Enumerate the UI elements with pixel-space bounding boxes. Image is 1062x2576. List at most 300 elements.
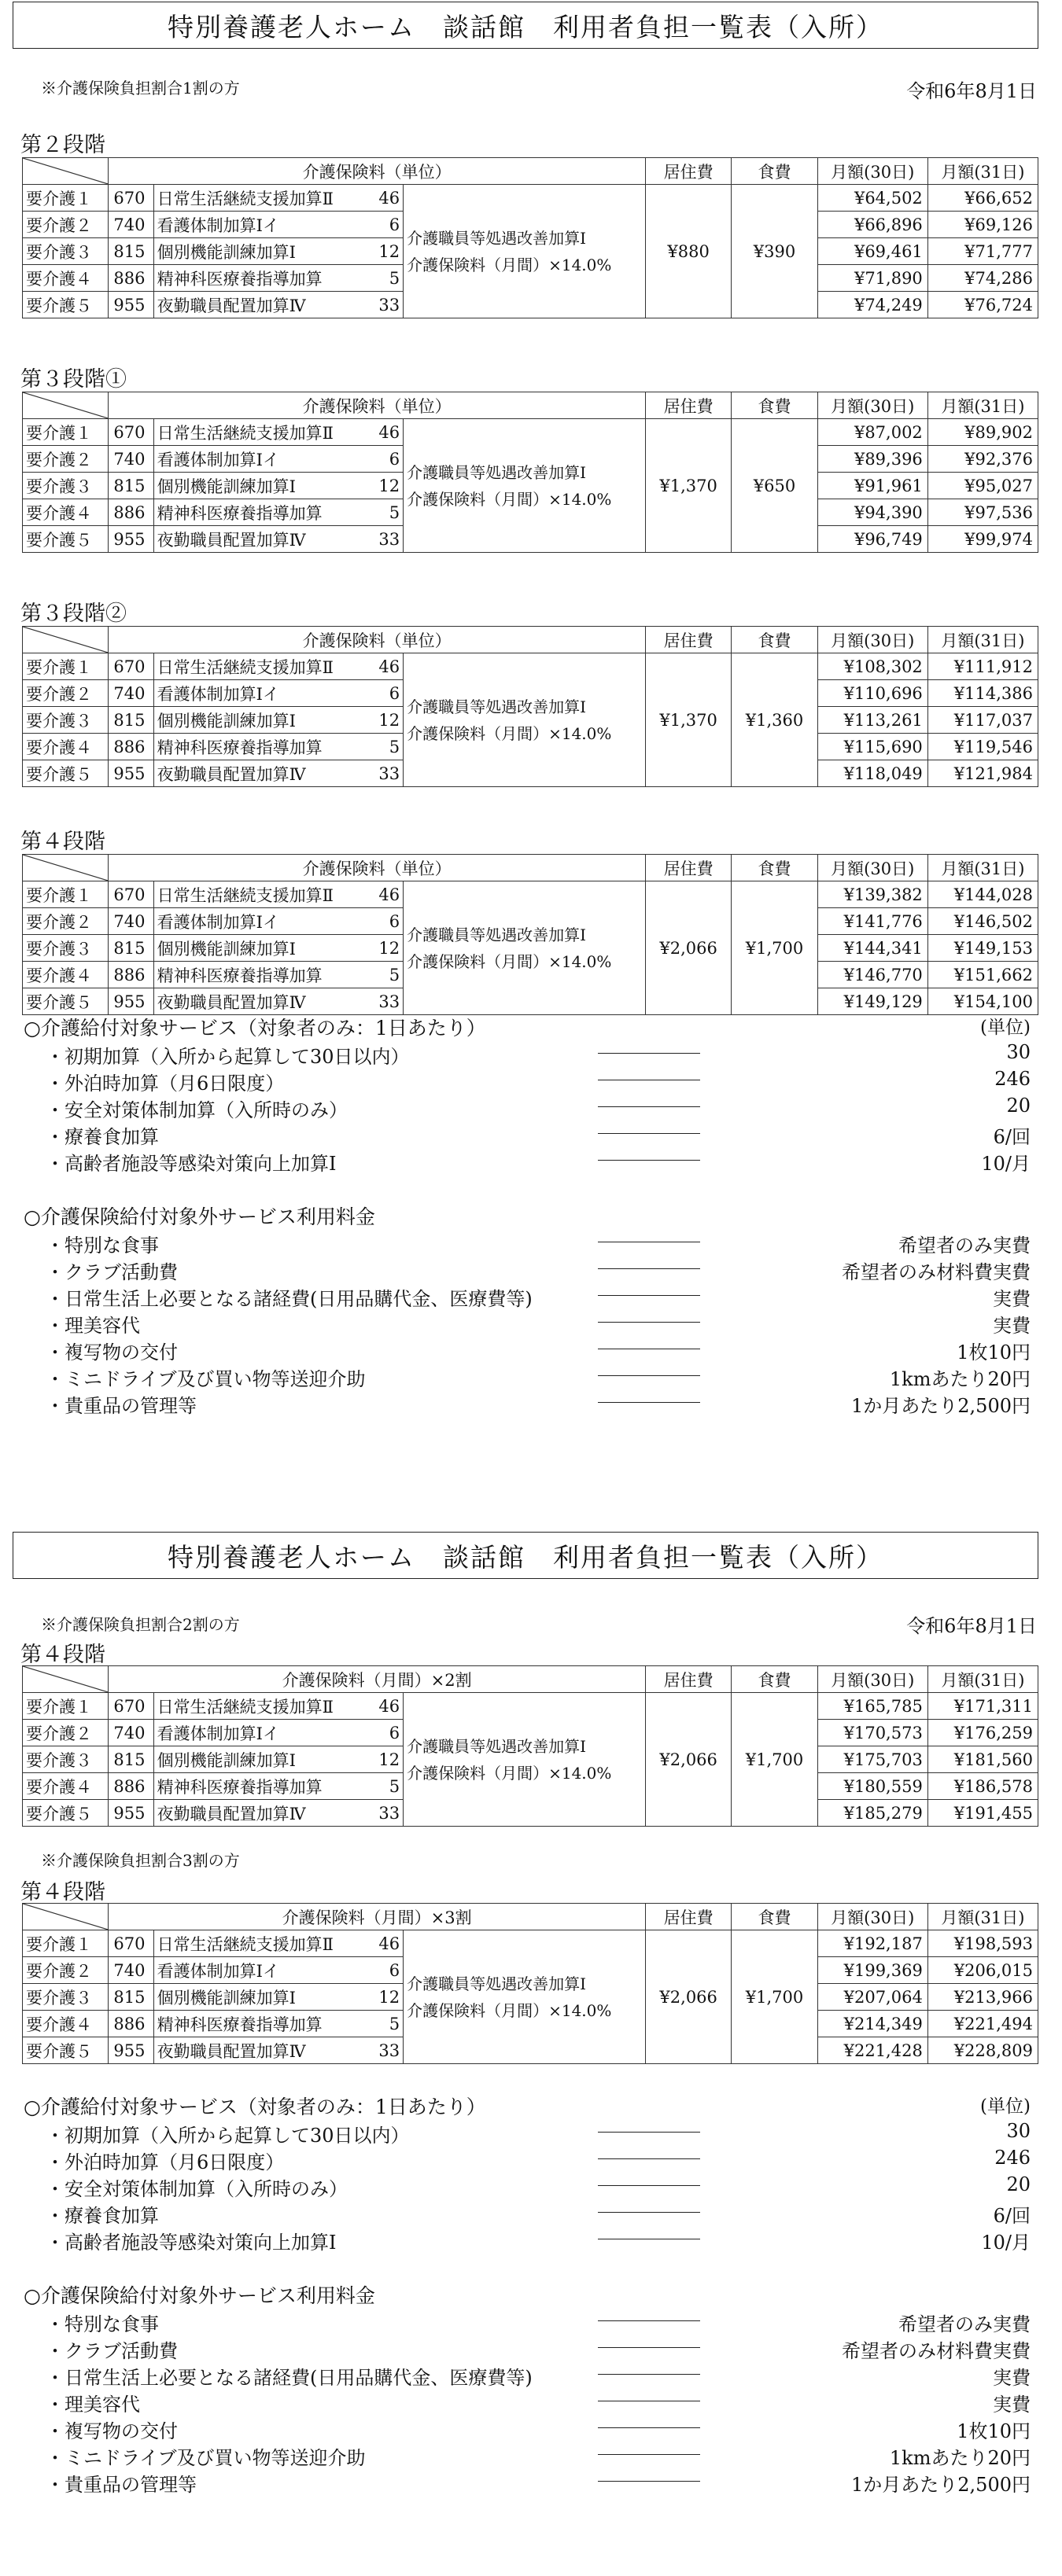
care-level-cell: 要介護２ xyxy=(23,908,109,935)
base-units-cell: 886 xyxy=(109,265,153,292)
base-units-cell: 886 xyxy=(109,1773,153,1800)
list-item xyxy=(0,2362,1062,2389)
section-title: 第４段階 xyxy=(20,1643,105,1667)
addon-units-cell: 12 xyxy=(367,238,404,265)
addon-name-cell: 精神科医療養指導加算 xyxy=(153,962,367,988)
list-item xyxy=(0,1310,1062,1337)
care-level-cell: 要介護２ xyxy=(23,1957,109,1984)
table-row xyxy=(23,185,1038,212)
care-level-cell: 要介護２ xyxy=(23,446,109,473)
addon-units-cell: 46 xyxy=(367,881,404,908)
list-item xyxy=(0,1148,1062,1175)
list-item xyxy=(0,1283,1062,1310)
m31-cell: ¥74,286 xyxy=(927,265,1038,292)
service-label: ・療養食加算 xyxy=(46,1126,159,1148)
addon-units-cell: 5 xyxy=(367,499,404,526)
addon-units-cell: 6 xyxy=(367,1957,404,1984)
m31-cell: ¥114,386 xyxy=(927,680,1038,707)
service-label: ・高齢者施設等感染対策向上加算Ⅰ xyxy=(46,2232,337,2254)
improvement-addon-line2: 介護保険料（月間）×14.0% xyxy=(407,489,612,509)
m30-cell: ¥113,261 xyxy=(817,707,927,734)
fee-table xyxy=(22,1903,1038,2064)
service-value: 30 xyxy=(1006,2120,1031,2142)
improvement-addon-line1: 介護職員等処遇改善加算Ⅰ xyxy=(407,1974,586,1993)
list-item xyxy=(0,2442,1062,2469)
m31-cell: ¥71,777 xyxy=(927,238,1038,265)
shokuhi-header: 食費 xyxy=(732,1904,817,1930)
table-row xyxy=(23,1693,1038,1720)
m31-cell: ¥89,902 xyxy=(927,419,1038,446)
improvement-addon-line2: 介護保険料（月間）×14.0% xyxy=(407,1763,612,1783)
m31-cell: ¥99,974 xyxy=(927,526,1038,553)
improvement-addon-cell xyxy=(404,881,646,1015)
m30-cell: ¥141,776 xyxy=(817,908,927,935)
section-title: 第４段階 xyxy=(20,830,105,854)
care-level-cell: 要介護５ xyxy=(23,526,109,553)
addon-units-cell: 6 xyxy=(367,212,404,238)
extra-value: 実費 xyxy=(993,1288,1031,1310)
kyojuhi-header: 居住費 xyxy=(646,1904,732,1930)
list-item xyxy=(0,1041,1062,1068)
addon-name-cell: 夜勤職員配置加算Ⅳ xyxy=(153,292,367,318)
ratio-note: ※介護保険負担割合2割の方 xyxy=(41,1615,240,1634)
extra-services-heading: ○介護保険給付対象外サービス利用料金 xyxy=(24,1205,375,1228)
kyojuhi-header: 居住費 xyxy=(646,1666,732,1693)
m31-header: 月額(31日) xyxy=(927,627,1038,653)
leader-line xyxy=(598,2374,700,2375)
addon-name-cell: 看護体制加算Ⅰイ xyxy=(153,446,367,473)
m30-cell: ¥108,302 xyxy=(817,653,927,680)
addon-name-cell: 夜勤職員配置加算Ⅳ xyxy=(153,526,367,553)
table-row xyxy=(23,653,1038,680)
m30-cell: ¥69,461 xyxy=(817,238,927,265)
base-units-cell: 740 xyxy=(109,680,153,707)
kaigo-header: 介護保険料（単位） xyxy=(109,627,646,653)
service-label: ・療養食加算 xyxy=(46,2205,159,2227)
extra-label: ・理美容代 xyxy=(46,2394,140,2416)
fee-table xyxy=(22,1665,1038,1827)
extra-label: ・日常生活上必要となる諸経費(日用品購代金、医療費等) xyxy=(46,2367,533,2389)
addon-name-cell: 精神科医療養指導加算 xyxy=(153,265,367,292)
care-level-cell: 要介護３ xyxy=(23,1746,109,1773)
base-units-cell: 740 xyxy=(109,446,153,473)
service-label: ・高齢者施設等感染対策向上加算Ⅰ xyxy=(46,1153,337,1175)
service-value: 10/月 xyxy=(981,2232,1031,2254)
service-label: ・外泊時加算（月6日限度） xyxy=(46,1073,285,1095)
extra-label: ・貴重品の管理等 xyxy=(46,1395,197,1417)
list-item xyxy=(0,1363,1062,1390)
shokuhi-cell: ¥1,700 xyxy=(732,881,817,1015)
list-item xyxy=(0,2147,1062,2173)
base-units-cell: 886 xyxy=(109,962,153,988)
extra-label: ・クラブ活動費 xyxy=(46,2340,178,2362)
leader-line xyxy=(598,1053,700,1054)
list-item xyxy=(0,2173,1062,2200)
addon-name-cell: 個別機能訓練加算Ⅰ xyxy=(153,707,367,734)
base-units-cell: 670 xyxy=(109,419,153,446)
m31-cell: ¥146,502 xyxy=(927,908,1038,935)
care-level-cell: 要介護３ xyxy=(23,1984,109,2011)
page-title: 特別養護老人ホーム 談話館 利用者負担一覧表（入所） xyxy=(13,1532,1038,1579)
addon-units-cell: 12 xyxy=(367,935,404,962)
m31-cell: ¥111,912 xyxy=(927,653,1038,680)
addon-name-cell: 看護体制加算Ⅰイ xyxy=(153,212,367,238)
m30-header: 月額(30日) xyxy=(817,158,927,185)
shokuhi-cell: ¥1,700 xyxy=(732,1693,817,1827)
extra-label: ・理美容代 xyxy=(46,1315,140,1337)
m30-cell: ¥89,396 xyxy=(817,446,927,473)
m30-cell: ¥146,770 xyxy=(817,962,927,988)
shokuhi-header: 食費 xyxy=(732,627,817,653)
extra-value: 1か月あたり2,500円 xyxy=(851,2474,1031,2496)
m31-cell: ¥119,546 xyxy=(927,734,1038,760)
m31-cell: ¥186,578 xyxy=(927,1773,1038,1800)
kaigo-header: 介護保険料（単位） xyxy=(109,158,646,185)
m30-cell: ¥66,896 xyxy=(817,212,927,238)
m30-cell: ¥139,382 xyxy=(817,881,927,908)
care-level-cell: 要介護５ xyxy=(23,760,109,787)
m31-cell: ¥95,027 xyxy=(927,473,1038,499)
improvement-addon-line2: 介護保険料（月間）×14.0% xyxy=(407,255,612,274)
care-services-unit: (単位) xyxy=(980,1018,1031,1038)
leader-line xyxy=(598,2132,700,2133)
care-level-cell: 要介護１ xyxy=(23,881,109,908)
improvement-addon-line2: 介護保険料（月間）×14.0% xyxy=(407,2000,612,2020)
kyojuhi-cell: ¥2,066 xyxy=(646,1693,732,1827)
care-level-cell: 要介護２ xyxy=(23,680,109,707)
addon-name-cell: 日常生活継続支援加算Ⅱ xyxy=(153,653,367,680)
addon-name-cell: 夜勤職員配置加算Ⅳ xyxy=(153,1800,367,1827)
m30-cell: ¥71,890 xyxy=(817,265,927,292)
base-units-cell: 886 xyxy=(109,2011,153,2037)
addon-name-cell: 個別機能訓練加算Ⅰ xyxy=(153,1746,367,1773)
m30-cell: ¥185,279 xyxy=(817,1800,927,1827)
care-level-cell: 要介護３ xyxy=(23,707,109,734)
addon-name-cell: 個別機能訓練加算Ⅰ xyxy=(153,1984,367,2011)
list-item xyxy=(0,2120,1062,2147)
leader-line xyxy=(598,2454,700,2455)
list-item xyxy=(0,1068,1062,1095)
m30-header: 月額(30日) xyxy=(817,392,927,419)
base-units-cell: 815 xyxy=(109,473,153,499)
extra-value: 実費 xyxy=(993,2367,1031,2389)
leader-line xyxy=(598,1295,700,1296)
shokuhi-cell: ¥1,360 xyxy=(732,653,817,787)
care-level-cell: 要介護３ xyxy=(23,935,109,962)
m30-header: 月額(30日) xyxy=(817,1904,927,1930)
base-units-cell: 955 xyxy=(109,760,153,787)
addon-units-cell: 33 xyxy=(367,988,404,1015)
base-units-cell: 740 xyxy=(109,212,153,238)
addon-units-cell: 33 xyxy=(367,1800,404,1827)
improvement-addon-line1: 介護職員等処遇改善加算Ⅰ xyxy=(407,1736,586,1756)
service-label: ・外泊時加算（月6日限度） xyxy=(46,2151,285,2173)
diagonal-header-cell xyxy=(23,392,109,419)
base-units-cell: 955 xyxy=(109,988,153,1015)
addon-units-cell: 46 xyxy=(367,653,404,680)
m30-cell: ¥94,390 xyxy=(817,499,927,526)
addon-units-cell: 5 xyxy=(367,2011,404,2037)
m31-cell: ¥121,984 xyxy=(927,760,1038,787)
fee-table xyxy=(22,157,1038,318)
list-item xyxy=(0,1230,1062,1257)
m30-cell: ¥199,369 xyxy=(817,1957,927,1984)
addon-name-cell: 夜勤職員配置加算Ⅳ xyxy=(153,760,367,787)
m31-header: 月額(31日) xyxy=(927,855,1038,881)
care-level-cell: 要介護５ xyxy=(23,1800,109,1827)
addon-units-cell: 6 xyxy=(367,908,404,935)
diagonal-header-cell xyxy=(23,158,109,185)
m30-cell: ¥207,064 xyxy=(817,1984,927,2011)
addon-units-cell: 5 xyxy=(367,734,404,760)
m31-header: 月額(31日) xyxy=(927,1666,1038,1693)
m31-cell: ¥117,037 xyxy=(927,707,1038,734)
m30-cell: ¥221,428 xyxy=(817,2037,927,2064)
ratio-note: ※介護保険負担割合1割の方 xyxy=(41,79,240,98)
kyojuhi-header: 居住費 xyxy=(645,158,731,185)
fee-table xyxy=(22,392,1038,553)
base-units-cell: 955 xyxy=(109,2037,153,2064)
kaigo-header: 介護保険料（月間）×3割 xyxy=(109,1904,646,1930)
care-services-unit: (単位) xyxy=(980,2096,1031,2117)
kyojuhi-cell: ¥2,066 xyxy=(645,881,731,1015)
m30-header: 月額(30日) xyxy=(817,855,927,881)
m31-cell: ¥69,126 xyxy=(927,212,1038,238)
shokuhi-cell: ¥1,700 xyxy=(732,1930,817,2064)
care-level-cell: 要介護３ xyxy=(23,238,109,265)
diagonal-header-cell xyxy=(23,1666,109,1693)
addon-units-cell: 6 xyxy=(367,446,404,473)
shokuhi-cell: ¥650 xyxy=(732,419,817,553)
leader-line xyxy=(598,2427,700,2428)
extra-value: 1kmあたり20円 xyxy=(889,2447,1031,2469)
extra-value: 実費 xyxy=(993,2394,1031,2416)
m30-cell: ¥165,785 xyxy=(817,1693,927,1720)
m31-cell: ¥144,028 xyxy=(927,881,1038,908)
service-label: ・安全対策体制加算（入所時のみ） xyxy=(46,2178,348,2200)
m31-cell: ¥151,662 xyxy=(927,962,1038,988)
improvement-addon-line2: 介護保険料（月間）×14.0% xyxy=(407,723,612,743)
list-item xyxy=(0,2335,1062,2362)
addon-units-cell: 46 xyxy=(367,419,404,446)
leader-line xyxy=(598,2212,700,2213)
m30-cell: ¥180,559 xyxy=(817,1773,927,1800)
care-level-cell: 要介護５ xyxy=(23,292,109,318)
fee-table xyxy=(22,626,1038,787)
extra-label: ・特別な食事 xyxy=(46,1235,159,1257)
m31-cell: ¥213,966 xyxy=(927,1984,1038,2011)
extra-label: ・複写物の交付 xyxy=(46,2420,178,2442)
table-header-row xyxy=(23,158,1038,185)
kyojuhi-header: 居住費 xyxy=(645,855,731,881)
m31-cell: ¥154,100 xyxy=(927,988,1038,1015)
m30-cell: ¥64,502 xyxy=(817,185,927,212)
list-item xyxy=(0,1095,1062,1121)
diagonal-header-cell xyxy=(23,1904,109,1930)
addon-name-cell: 日常生活継続支援加算Ⅱ xyxy=(153,1693,367,1720)
extra-value: 1枚10円 xyxy=(957,1341,1031,1363)
m30-cell: ¥87,002 xyxy=(817,419,927,446)
addon-units-cell: 33 xyxy=(367,760,404,787)
m30-header: 月額(30日) xyxy=(817,1666,927,1693)
table-header-row xyxy=(23,392,1038,419)
m31-cell: ¥149,153 xyxy=(927,935,1038,962)
leader-line xyxy=(598,1322,700,1323)
base-units-cell: 740 xyxy=(109,908,153,935)
care-services-heading: ○介護給付対象サービス（対象者のみ：1日あたり） xyxy=(24,1017,486,1040)
addon-name-cell: 看護体制加算Ⅰイ xyxy=(153,680,367,707)
service-value: 6/回 xyxy=(993,1126,1031,1148)
extra-label: ・ミニドライブ及び買い物等送迎介助 xyxy=(46,1368,366,1390)
care-level-cell: 要介護３ xyxy=(23,473,109,499)
service-value: 20 xyxy=(1006,2173,1031,2195)
section-title: 第３段階② xyxy=(20,602,127,626)
addon-name-cell: 看護体制加算Ⅰイ xyxy=(153,908,367,935)
care-services-heading: ○介護給付対象サービス（対象者のみ：1日あたり） xyxy=(24,2096,486,2118)
kyojuhi-cell: ¥1,370 xyxy=(645,653,731,787)
addon-name-cell: 日常生活継続支援加算Ⅱ xyxy=(153,881,367,908)
diagonal-header-cell xyxy=(23,627,109,653)
section-title: 第３段階① xyxy=(20,367,127,392)
base-units-cell: 670 xyxy=(109,1693,153,1720)
improvement-addon-line1: 介護職員等処遇改善加算Ⅰ xyxy=(407,697,586,716)
addon-units-cell: 33 xyxy=(367,2037,404,2064)
m31-header: 月額(31日) xyxy=(927,158,1038,185)
table-row xyxy=(23,881,1038,908)
extra-services-heading: ○介護保険給付対象外サービス利用料金 xyxy=(24,2284,375,2307)
m31-cell: ¥171,311 xyxy=(927,1693,1038,1720)
care-level-cell: 要介護１ xyxy=(23,1930,109,1957)
list-item xyxy=(0,1257,1062,1283)
addon-name-cell: 看護体制加算Ⅰイ xyxy=(153,1720,367,1746)
base-units-cell: 815 xyxy=(109,707,153,734)
improvement-addon-cell xyxy=(404,185,646,318)
extra-value: 希望者のみ実費 xyxy=(898,2313,1031,2335)
kaigo-header: 介護保険料（単位） xyxy=(109,855,646,881)
addon-units-cell: 5 xyxy=(367,1773,404,1800)
base-units-cell: 670 xyxy=(109,185,153,212)
addon-name-cell: 日常生活継続支援加算Ⅱ xyxy=(153,1930,367,1957)
extra-label: ・日常生活上必要となる諸経費(日用品購代金、医療費等) xyxy=(46,1288,533,1310)
m30-cell: ¥192,187 xyxy=(817,1930,927,1957)
addon-name-cell: 精神科医療養指導加算 xyxy=(153,1773,367,1800)
m31-cell: ¥191,455 xyxy=(927,1800,1038,1827)
improvement-addon-cell xyxy=(404,653,646,787)
kaigo-header: 介護保険料（単位） xyxy=(109,392,646,419)
service-value: 6/回 xyxy=(993,2205,1031,2227)
m31-cell: ¥181,560 xyxy=(927,1746,1038,1773)
m30-cell: ¥149,129 xyxy=(817,988,927,1015)
addon-units-cell: 12 xyxy=(367,1746,404,1773)
extra-value: 希望者のみ実費 xyxy=(898,1235,1031,1257)
extra-value: 希望者のみ材料費実費 xyxy=(842,2340,1031,2362)
kyojuhi-cell: ¥1,370 xyxy=(645,419,731,553)
service-value: 246 xyxy=(994,1068,1031,1090)
addon-units-cell: 46 xyxy=(367,1693,404,1720)
list-item xyxy=(0,2309,1062,2335)
leader-line xyxy=(598,1402,700,1403)
kyojuhi-header: 居住費 xyxy=(645,627,731,653)
service-value: 246 xyxy=(994,2147,1031,2169)
shokuhi-cell: ¥390 xyxy=(732,185,817,318)
list-item xyxy=(0,2416,1062,2442)
m31-cell: ¥76,724 xyxy=(927,292,1038,318)
page-title: 特別養護老人ホーム 談話館 利用者負担一覧表（入所） xyxy=(13,2,1038,49)
m30-cell: ¥91,961 xyxy=(817,473,927,499)
extra-value: 1か月あたり2,500円 xyxy=(851,1395,1031,1417)
table-row xyxy=(23,1930,1038,1957)
improvement-addon-cell xyxy=(404,1930,646,2064)
base-units-cell: 670 xyxy=(109,1930,153,1957)
kyojuhi-cell: ¥880 xyxy=(645,185,731,318)
base-units-cell: 815 xyxy=(109,238,153,265)
service-value: 10/月 xyxy=(981,1153,1031,1175)
list-item xyxy=(0,1337,1062,1363)
m30-cell: ¥110,696 xyxy=(817,680,927,707)
addon-units-cell: 6 xyxy=(367,680,404,707)
leader-line xyxy=(598,1106,700,1107)
care-level-cell: 要介護１ xyxy=(23,419,109,446)
shokuhi-header: 食費 xyxy=(732,392,817,419)
addon-name-cell: 個別機能訓練加算Ⅰ xyxy=(153,473,367,499)
addon-name-cell: 個別機能訓練加算Ⅰ xyxy=(153,935,367,962)
table-row xyxy=(23,419,1038,446)
base-units-cell: 886 xyxy=(109,734,153,760)
extra-value: 1枚10円 xyxy=(957,2420,1031,2442)
care-level-cell: 要介護４ xyxy=(23,2011,109,2037)
base-units-cell: 670 xyxy=(109,881,153,908)
shokuhi-header: 食費 xyxy=(732,855,817,881)
table-header-row xyxy=(23,1904,1038,1930)
leader-line xyxy=(598,2158,700,2159)
base-units-cell: 740 xyxy=(109,1957,153,1984)
m30-cell: ¥170,573 xyxy=(817,1720,927,1746)
extra-label: ・複写物の交付 xyxy=(46,1341,178,1363)
service-value: 20 xyxy=(1006,1095,1031,1117)
addon-name-cell: 精神科医療養指導加算 xyxy=(153,499,367,526)
table-header-row xyxy=(23,1666,1038,1693)
kyojuhi-header: 居住費 xyxy=(645,392,731,419)
addon-units-cell: 46 xyxy=(367,185,404,212)
addon-units-cell: 12 xyxy=(367,473,404,499)
leader-line xyxy=(598,2320,700,2321)
extra-label: ・特別な食事 xyxy=(46,2313,159,2335)
issue-date: 令和6年8月1日 xyxy=(906,80,1037,102)
improvement-addon-line1: 介護職員等処遇改善加算Ⅰ xyxy=(407,925,586,944)
care-level-cell: 要介護４ xyxy=(23,1773,109,1800)
care-level-cell: 要介護４ xyxy=(23,734,109,760)
addon-units-cell: 46 xyxy=(367,1930,404,1957)
addon-name-cell: 精神科医療養指導加算 xyxy=(153,734,367,760)
extra-label: ・クラブ活動費 xyxy=(46,1261,178,1283)
leader-line xyxy=(598,2481,700,2482)
addon-units-cell: 12 xyxy=(367,1984,404,2011)
addon-units-cell: 5 xyxy=(367,265,404,292)
care-level-cell: 要介護４ xyxy=(23,499,109,526)
addon-units-cell: 6 xyxy=(367,1720,404,1746)
improvement-addon-line2: 介護保険料（月間）×14.0% xyxy=(407,951,612,971)
care-level-cell: 要介護１ xyxy=(23,185,109,212)
care-level-cell: 要介護１ xyxy=(23,653,109,680)
leader-line xyxy=(598,1133,700,1134)
base-units-cell: 955 xyxy=(109,526,153,553)
addon-name-cell: 看護体制加算Ⅰイ xyxy=(153,1957,367,1984)
care-level-cell: 要介護５ xyxy=(23,988,109,1015)
m30-cell: ¥115,690 xyxy=(817,734,927,760)
base-units-cell: 815 xyxy=(109,1984,153,2011)
issue-date: 令和6年8月1日 xyxy=(906,1615,1037,1637)
kaigo-header: 介護保険料（月間）×2割 xyxy=(109,1666,646,1693)
